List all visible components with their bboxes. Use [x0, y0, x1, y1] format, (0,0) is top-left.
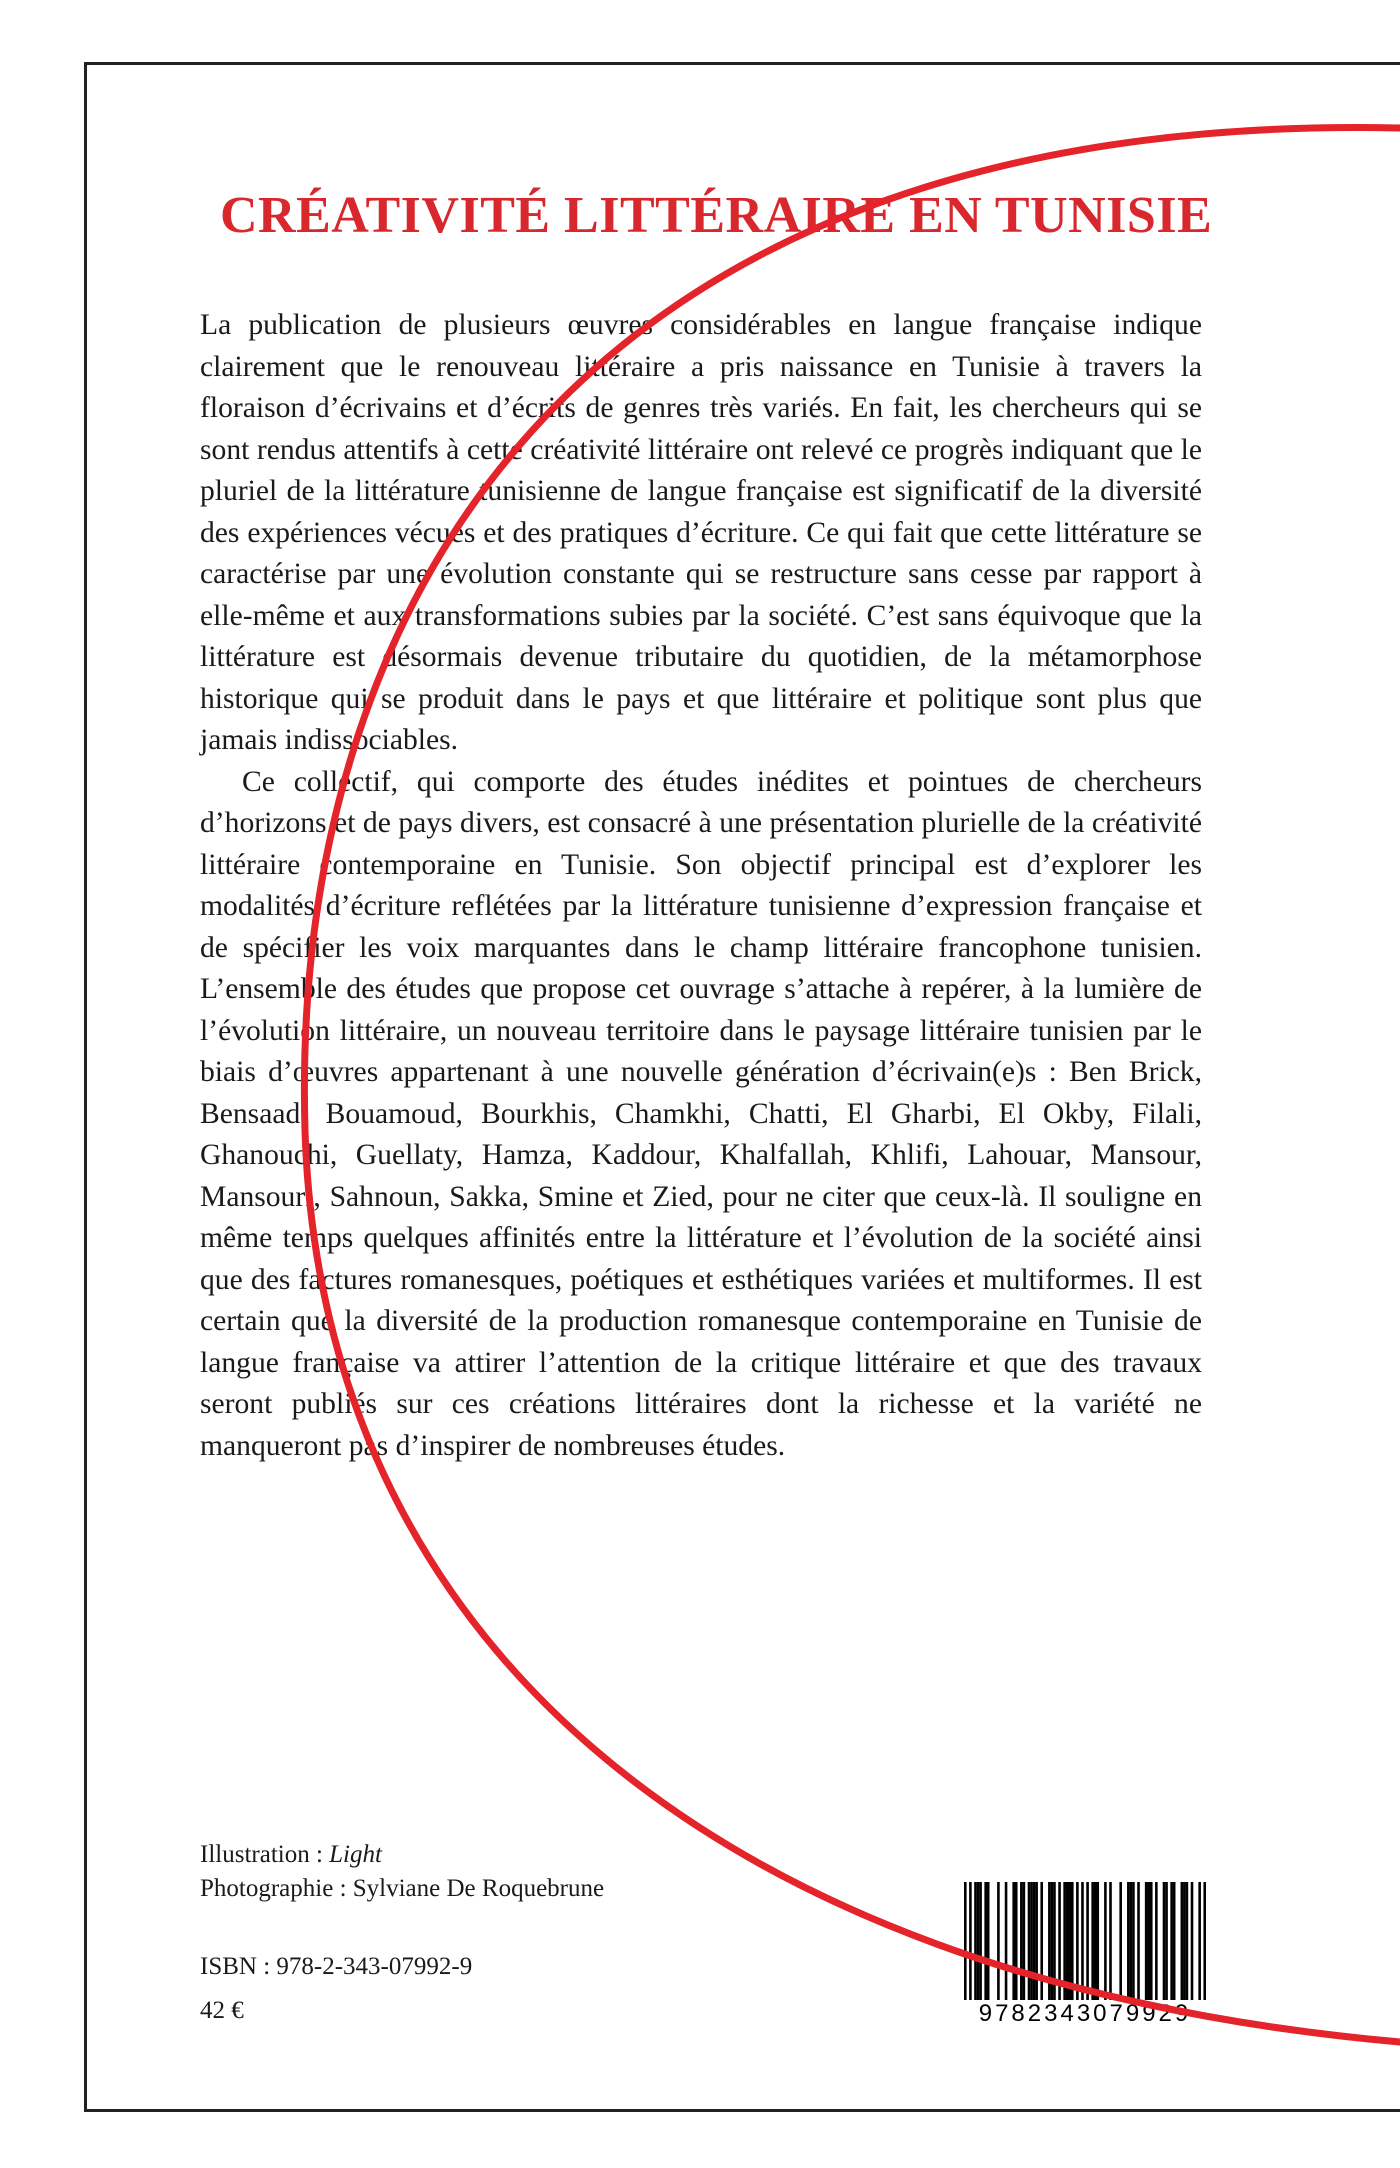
barcode-bar — [1063, 1882, 1066, 2000]
barcode-bar — [1091, 1882, 1094, 2000]
barcode-bar — [1155, 1882, 1158, 2000]
blurb-paragraph-2: Ce collectif, qui comporte des études inédites et pointues de chercheurs d’horizons et de pays divers, est consacré à une présentation plurielle de la créativité littéraire contemporaine en Tunisie. Son objectif principal est d’explorer les modalités d’écriture reflétées par la littérature tunisienne d’expression française et de spécifier les voix marquantes dans le champ littéraire francophone tunisien. L’ensemble des études que propose cet ouvrage s’attache à repérer, à la lumière de l’évolution littéraire, un nouveau territoire dans le paysage littéraire tunisien par le biais d’œuvres appartenant à une nouvelle génération d’écrivain(e)s : Ben Brick, Bensaad, Bouamoud, Bourkhis, Chamkhi, Chatti, El Gharbi, El Okby, Filali, Ghanouchi, Guellaty, Hamza, Kaddour, Khalfallah, Khlifi, Lahouar, Mansour, Mansouri, Sahnoun, Sakka, Smine et Zied, pour ne citer que ceux-là. Il souligne en même temps quelques affinités entre la littérature et l’évolution de la société ainsi que des factures romanesques, poétiques et esthétiques variées et multiformes. Il est certain que la diversité de la production romanesque contemporaine en Tunisie de langue française va attirer l’attention de la critique littéraire et que des travaux seront publiés sur ces créations littéraires dont la richesse et la variété ne manqueront pas d’inspirer de nombreuses études. — [200, 765, 1202, 1462]
barcode-bar — [1012, 1882, 1015, 2000]
barcode-bar — [1086, 1882, 1089, 2000]
barcode-bar — [979, 1882, 982, 2000]
barcode-bar — [1028, 1882, 1031, 2000]
barcode-bar — [1020, 1882, 1023, 2000]
barcode-bar — [1191, 1882, 1194, 2000]
barcode-bar — [1048, 1882, 1051, 2000]
barcode-bar — [1127, 1882, 1130, 2000]
barcode-bar — [1181, 1882, 1184, 2000]
barcode-bar — [1076, 1882, 1079, 2000]
blurb-paragraph-1: La publication de plusieurs œuvres considérables en langue française indique clairement que le renouveau littéraire a pris naissance en Tunisie à travers la floraison d’écrivains et d’écrits de genres très variés. En fait, les chercheurs qui se sont rendus attentifs à cette créativité littéraire ont relevé ce progrès indiquant que le pluriel de la littérature tunisienne de langue française est significatif de la diversité des expériences vécues et des pratiques d’écriture. Ce qui fait que cette littérature se caractérise par une évolution constante qui se restructure sans cesse par rapport à elle-même et aux transformations subies par la société. C’est sans équivoque que la littérature est désormais devenue tributaire du quotidien, de la métamorphose historique qui se produit dans le pays et que littéraire et politique sont plus que jamais indissociables. — [200, 309, 1202, 756]
barcode-bar — [1132, 1882, 1135, 2000]
barcode-bar — [1033, 1882, 1036, 2000]
barcode-bar — [1040, 1882, 1043, 2000]
barcode-bar — [1058, 1882, 1061, 2000]
photo-value: Sylviane De Roquebrune — [352, 1875, 605, 1902]
barcode-bar — [1066, 1882, 1069, 2000]
barcode-bar — [1051, 1882, 1054, 2000]
back-cover-blurb — [200, 305, 1202, 1467]
barcode-bar — [1119, 1882, 1122, 2000]
illustration-value: Light — [329, 1841, 382, 1868]
barcode-bar — [1165, 1882, 1168, 2000]
barcode-bar — [1150, 1882, 1153, 2000]
barcode-bar — [969, 1882, 972, 2000]
barcode-bar — [1203, 1882, 1206, 2000]
barcode-bar — [1053, 1882, 1056, 2000]
isbn: ISBN : 978-2-343-07992-9 — [200, 1953, 473, 1980]
barcode-bar — [997, 1882, 1000, 2000]
barcode-bar — [1163, 1882, 1166, 2000]
barcode-bar — [1094, 1882, 1097, 2000]
barcode-bar — [1109, 1882, 1112, 2000]
barcode-bar — [964, 1882, 967, 2000]
barcode-bar — [1145, 1882, 1148, 2000]
barcode-bar — [977, 1882, 980, 2000]
barcode-bar — [1130, 1882, 1133, 2000]
barcode-bar — [1104, 1882, 1107, 2000]
barcode-bar — [974, 1882, 977, 2000]
barcode-bar — [1005, 1882, 1008, 2000]
barcode-bar — [984, 1882, 987, 2000]
barcode-digits: 9782343079929 — [978, 2000, 1192, 2027]
photo-label: Photographie : — [200, 1875, 353, 1902]
barcode-bar — [1186, 1882, 1189, 2000]
barcode-bar — [1023, 1882, 1026, 2000]
barcode-bar — [1198, 1882, 1201, 2000]
barcode-bar — [1081, 1882, 1084, 2000]
price: 42 € — [200, 1997, 244, 2024]
barcode-bar — [1170, 1882, 1173, 2000]
book-title: CRÉATIVITÉ LITTÉRAIRE EN TUNISIE — [220, 187, 1213, 244]
barcode-bar — [1068, 1882, 1071, 2000]
barcode-bar — [1137, 1882, 1140, 2000]
illustration-label: Illustration : — [200, 1841, 330, 1868]
photo-credit — [200, 1872, 604, 1906]
illustration-credit — [200, 1838, 604, 1872]
barcode-bar — [1173, 1882, 1176, 2000]
credits — [200, 1838, 604, 1906]
barcode-bar — [1096, 1882, 1099, 2000]
barcode — [960, 1882, 1210, 2032]
barcode-bar — [1183, 1882, 1186, 2000]
barcode-bar — [987, 1882, 990, 2000]
barcode-bar — [1030, 1882, 1033, 2000]
barcode-bar — [1071, 1882, 1074, 2000]
barcode-bars — [964, 1882, 1206, 2000]
barcode-bar — [1147, 1882, 1150, 2000]
barcode-bar — [1015, 1882, 1018, 2000]
barcode-bar — [1035, 1882, 1038, 2000]
